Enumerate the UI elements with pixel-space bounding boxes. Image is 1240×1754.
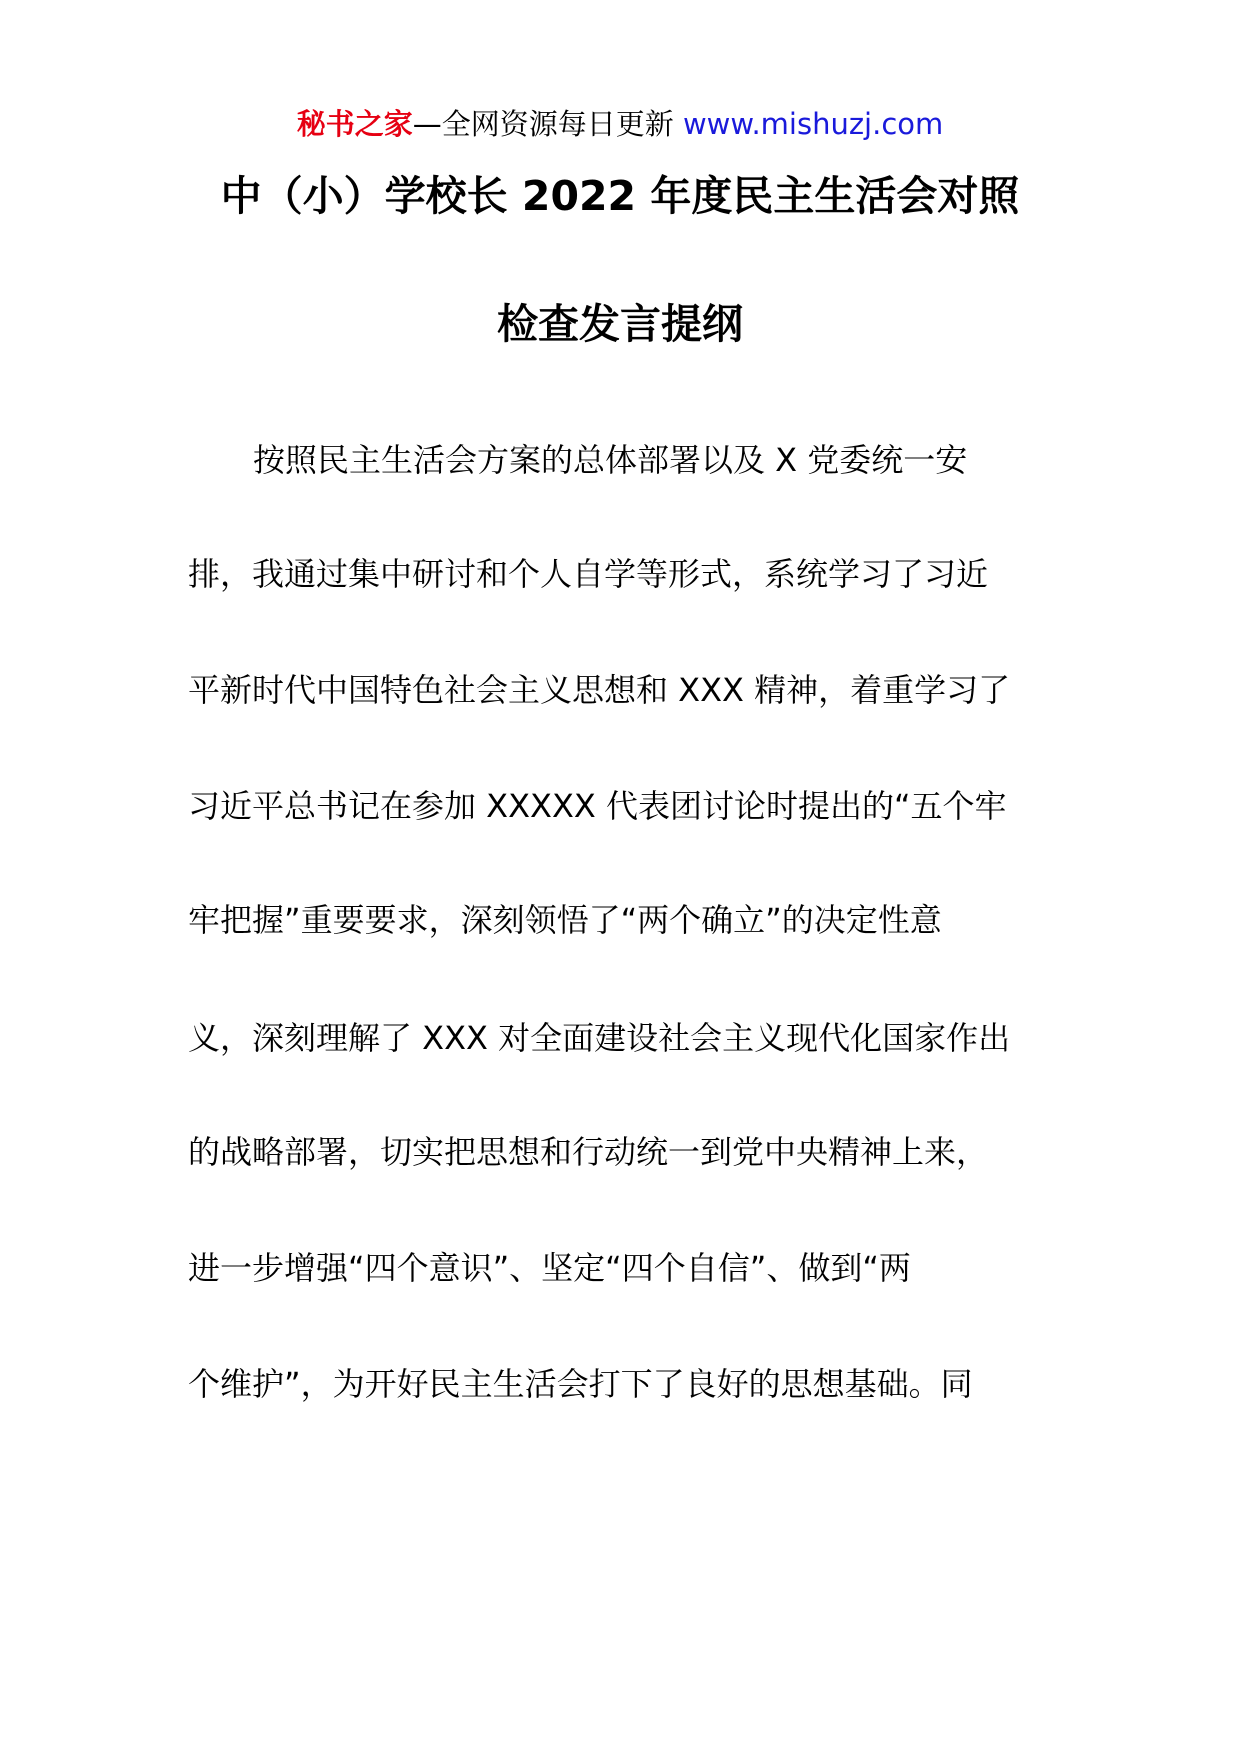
header-tagline: —全网资源每日更新 <box>412 107 683 141</box>
body-line-2: 排，我通过集中研讨和个人自学等形式，系统学习了习近 <box>188 555 989 593</box>
document-title-line-1: 中（小）学校长 2022 年度民主生活会对照 <box>220 172 1020 220</box>
body-line-6: 义，深刻理解了 XXX 对全面建设社会主义现代化国家作出 <box>188 1019 1011 1057</box>
body-line-9: 个维护”，为开好民主生活会打下了良好的思想基础。同 <box>188 1365 973 1403</box>
brand-name: 秘书之家 <box>296 107 413 141</box>
body-line-7: 的战略部署，切实把思想和行动统一到党中央精神上来， <box>188 1133 989 1171</box>
body-line-8: 进一步增强“四个意识”、坚定“四个自信”、做到“两 <box>188 1249 911 1287</box>
site-url-link[interactable]: www.mishuzj.com <box>682 107 944 141</box>
site-header <box>0 104 1240 144</box>
document-title-line-2: 检查发言提纲 <box>497 300 743 348</box>
body-line-3: 平新时代中国特色社会主义思想和 XXX 精神，着重学习了 <box>188 671 1011 709</box>
body-line-1: 按照民主生活会方案的总体部署以及 X 党委统一安 <box>253 441 968 479</box>
body-line-5: 牢把握”重要要求，深刻领悟了“两个确立”的决定性意 <box>188 901 942 939</box>
body-line-4: 习近平总书记在参加 XXXXX 代表团讨论时提出的“五个牢 <box>188 787 1007 825</box>
